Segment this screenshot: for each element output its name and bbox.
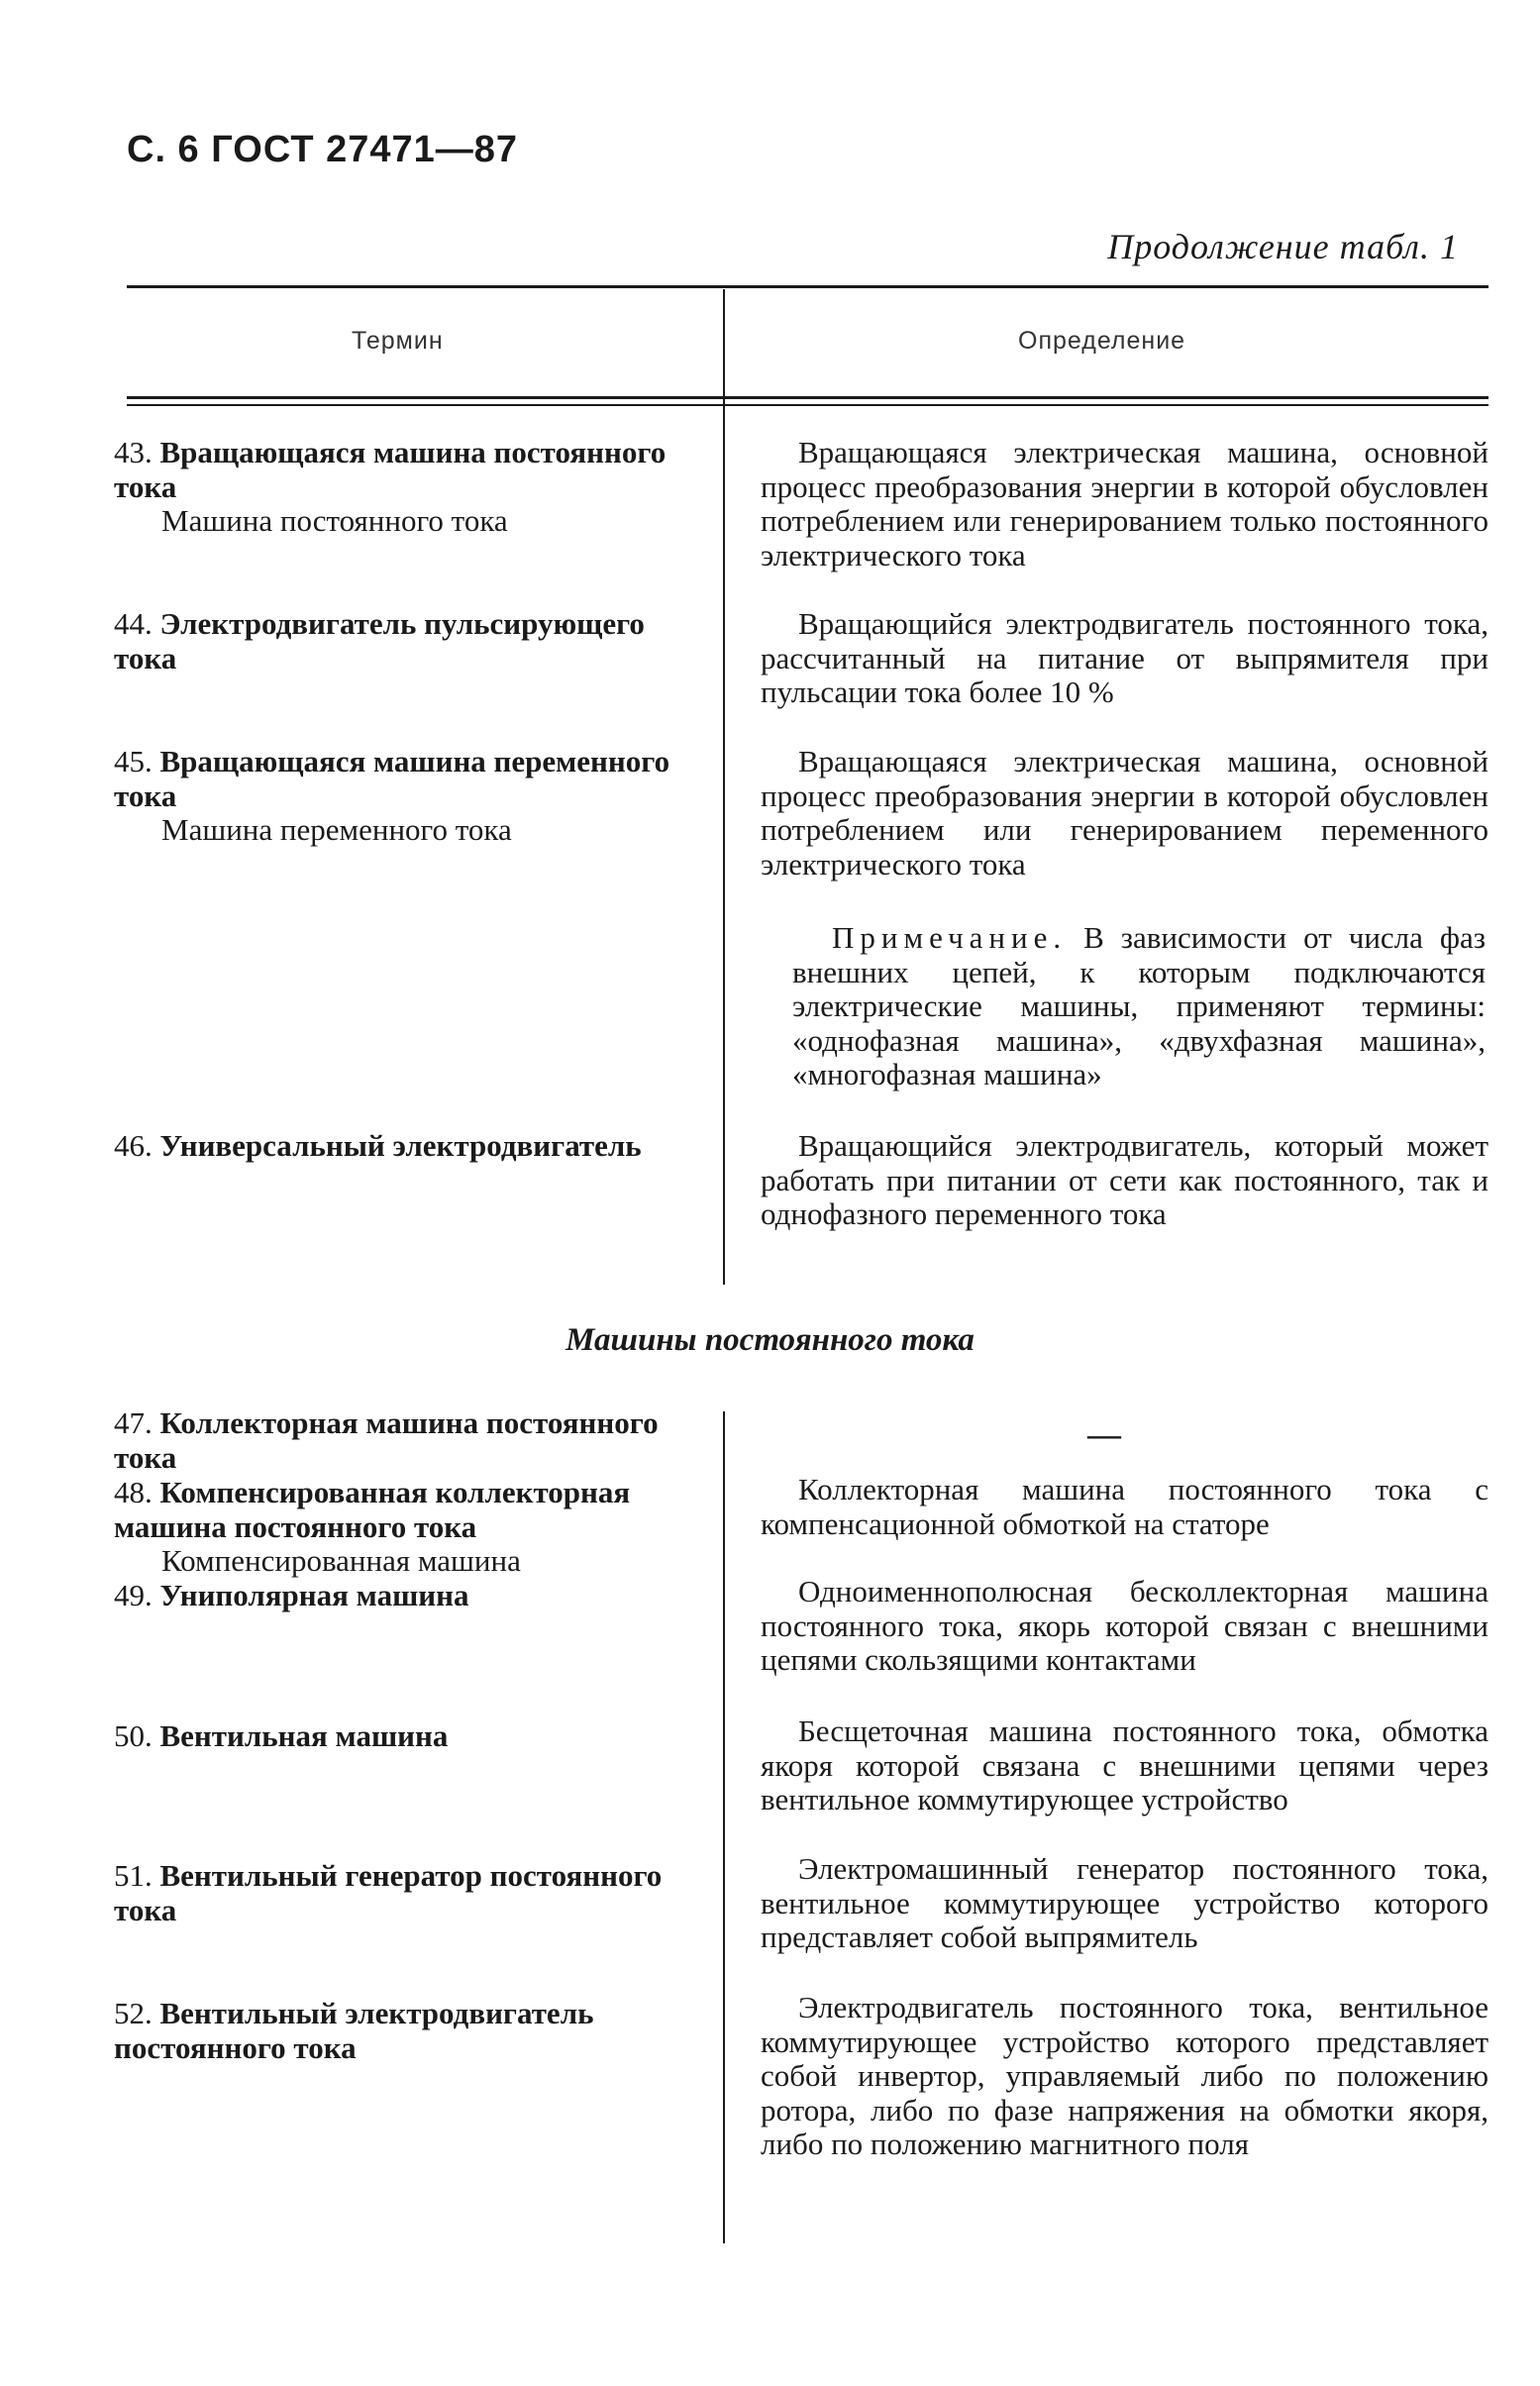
term-name: Вентильный генератор постоянного тока: [114, 1858, 663, 1927]
definition-text: Электромашинный генератор постоянного тока, вентильное коммутирующее устройство которого представляет собой выпрямитель: [761, 1851, 1489, 1954]
note-text: В зависимости от числа фаз внешних цепей, к которым подключаются электрические машины, применяют термины: «однофазная машина», «двухфазная машина», «многофазная машина»: [792, 920, 1486, 1091]
term-name: Вентильный электродвигатель постоянного тока: [114, 1996, 594, 2065]
definition-46: [761, 1129, 1489, 1232]
term-name: Коллекторная машина постоянного тока: [114, 1405, 659, 1475]
definition-48: [761, 1473, 1489, 1541]
term-45: [114, 745, 688, 848]
column-divider: [723, 1411, 725, 2243]
term-number: 50.: [114, 1718, 153, 1753]
definition-text: Коллекторная машина постоянного тока с компенсационной обмоткой на статоре: [761, 1472, 1489, 1541]
term-name: Электродвигатель пульсирующего тока: [114, 606, 645, 675]
term-number: 46.: [114, 1128, 153, 1163]
header-rule-2: [127, 404, 1489, 406]
term-number: 43.: [114, 435, 153, 469]
term-number: 49.: [114, 1578, 153, 1612]
section-title: Машины постоянного тока: [565, 1322, 975, 1358]
term-name: Униполярная машина: [159, 1578, 469, 1612]
definition-text: Бесщеточная машина постоянного тока, обмотка якоря которой связана с внешними цепями через вентильное коммутирующее устройство: [761, 1713, 1489, 1816]
term-number: 47.: [114, 1405, 153, 1440]
term-number: 52.: [114, 1996, 153, 2030]
term-number: 51.: [114, 1858, 153, 1893]
running-head: С. 6 ГОСТ 27471—87: [127, 129, 519, 170]
term-name: Универсальный электродвигатель: [159, 1128, 642, 1163]
term-number: 45.: [114, 744, 153, 778]
term-50: [114, 1719, 688, 1754]
definition-47-dash: —: [1087, 1416, 1121, 1453]
column-header-term: Термин: [352, 327, 444, 355]
header-rule-1: [127, 396, 1489, 399]
definition-44: [761, 607, 1489, 710]
term-synonym: Компенсированная машина: [161, 1543, 521, 1578]
table-continuation-label: Продолжение табл. 1: [1107, 227, 1459, 266]
definition-text: Вращающаяся электрическая машина, основной процесс преобразования энергии в которой обусловлен потреблением или генерированием только постоянного электрического тока: [761, 435, 1489, 572]
note-45: [792, 921, 1486, 1092]
definition-text: Вращающийся электродвигатель постоянного тока, рассчитанный на питание от выпрямителя при пульсации тока более 10 %: [761, 606, 1489, 709]
term-name: Вращающаяся машина постоянного тока: [114, 435, 667, 504]
term-47: [114, 1406, 688, 1475]
term-49: [114, 1579, 688, 1613]
definition-43: [761, 436, 1489, 572]
term-synonym: Машина постоянного тока: [161, 503, 508, 538]
definition-50: [761, 1714, 1489, 1817]
term-51: [114, 1859, 688, 1927]
table-top-rule: [127, 285, 1489, 288]
term-number: 48.: [114, 1475, 153, 1509]
definition-49: [761, 1575, 1489, 1678]
term-52: [114, 1997, 688, 2065]
term-name: Вращающаяся машина переменного тока: [114, 744, 670, 813]
term-46: [114, 1129, 688, 1164]
column-divider: [723, 289, 725, 1285]
term-48: [114, 1476, 688, 1579]
term-name: Компенсированная коллекторная машина постоянного тока: [114, 1475, 631, 1544]
note-label: Примечание.: [832, 920, 1068, 955]
term-44: [114, 607, 688, 675]
column-header-definition: Определение: [1018, 327, 1186, 355]
definition-45: [761, 745, 1489, 882]
definition-52: [761, 1991, 1489, 2162]
definition-text: Вращающийся электродвигатель, который может работать при питании от сети как постоянного, так и однофазного переменного тока: [761, 1128, 1489, 1231]
term-number: 44.: [114, 606, 153, 641]
definition-text: Электродвигатель постоянного тока, вентильное коммутирующее устройство которого представляет собой инвертор, управляемый либо по положению ротора, либо по фазе напряжения на обмотки якоря, либо по положению магнитного поля: [761, 1990, 1489, 2161]
definition-51: [761, 1852, 1489, 1955]
definition-text: Вращающаяся электрическая машина, основной процесс преобразования энергии в которой обусловлен потреблением или генерированием переменного электрического тока: [761, 744, 1489, 882]
definition-text: Одноименнополюсная бесколлекторная машина постоянного тока, якорь которой связан с внешними цепями скользящими контактами: [761, 1574, 1489, 1677]
term-43: [114, 436, 688, 539]
term-synonym: Машина переменного тока: [161, 812, 512, 847]
term-name: Вентильная машина: [159, 1718, 449, 1753]
